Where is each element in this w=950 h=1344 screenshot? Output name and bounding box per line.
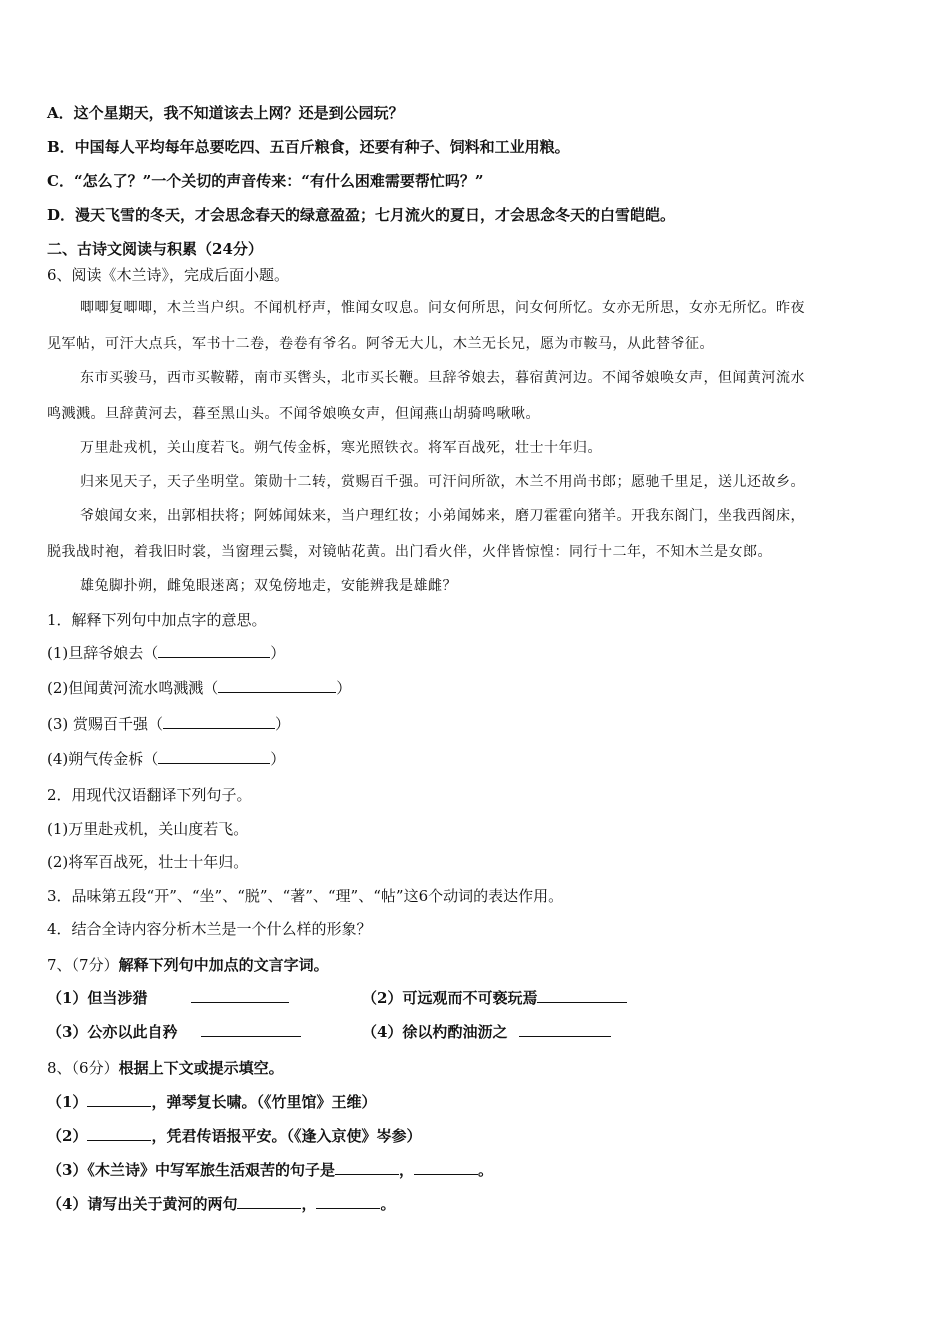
item-label: （1） bbox=[47, 1093, 88, 1111]
item-label: （2） bbox=[47, 1127, 88, 1145]
poem-line-9: 雄兔脚扑朔，雌兔眼迷离；双兔傍地走，安能辨我是雄雌？ bbox=[80, 578, 457, 594]
answer-blank[interactable] bbox=[335, 1160, 399, 1175]
comma: ， bbox=[398, 1161, 414, 1179]
close-paren: ） bbox=[275, 715, 291, 733]
q8-item-3 bbox=[47, 1160, 493, 1180]
option-b: B．中国每人平均每年总要吃四、五百斤粮食，还要有种子、饲料和工业用粮。 bbox=[47, 138, 570, 156]
answer-blank[interactable] bbox=[537, 988, 627, 1003]
q6-sub1: 1．解释下列句中加点字的意思。 bbox=[47, 611, 267, 629]
q7-item-4-row bbox=[362, 1022, 611, 1042]
answer-blank[interactable] bbox=[158, 643, 270, 658]
option-a: A．这个星期天，我不知道该去上网？还是到公园玩？ bbox=[47, 104, 404, 122]
poem-line-1: 唧唧复唧唧，木兰当户织。不闻机杼声，惟闻女叹息。问女何所思，问女何所忆。女亦无所思，女亦无所忆。昨夜 bbox=[80, 300, 805, 316]
q7-heading bbox=[47, 955, 329, 975]
answer-blank[interactable] bbox=[519, 1022, 611, 1037]
answer-blank[interactable] bbox=[237, 1194, 301, 1209]
q8-item-4 bbox=[47, 1194, 395, 1214]
section-2-title: 二、古诗文阅读与积累（24分） bbox=[47, 240, 263, 258]
q7-item-3: （3）公亦以此自矜 bbox=[47, 1023, 178, 1041]
option-c: C．“怎么了？”一个关切的声音传来：“有什么困难需要帮忙吗？” bbox=[47, 172, 484, 190]
poem-line-2: 见军帖，可汗大点兵，军书十二卷，卷卷有爷名。阿爷无大儿，木兰无长兄，愿为市鞍马，从此替爷征。 bbox=[47, 336, 714, 352]
poem-line-6: 归来见天子，天子坐明堂。策勋十二转，赏赐百千强。可汗问所欲，木兰不用尚书郎；愿驰千里足，送儿还故乡。 bbox=[80, 474, 805, 490]
q6-sub1-item bbox=[47, 749, 285, 769]
answer-blank[interactable] bbox=[316, 1194, 380, 1209]
answer-blank[interactable] bbox=[87, 1092, 151, 1107]
q7-title: 解释下列句中加点的文言字词。 bbox=[118, 956, 329, 974]
q8-heading bbox=[47, 1058, 284, 1078]
option-d: D．漫天飞雪的冬天，才会思念春天的绿意盈盈；七月流火的夏日，才会思念冬天的白雪皑皑。 bbox=[47, 206, 676, 224]
close-paren: ） bbox=[270, 644, 286, 662]
answer-blank[interactable] bbox=[87, 1126, 151, 1141]
item-text: ，弹琴复长啸。（《竹里馆》王维） bbox=[151, 1093, 377, 1111]
answer-blank[interactable] bbox=[163, 714, 275, 729]
item-label: (4)朔气传金柝（ bbox=[47, 750, 159, 768]
q7-item-2-row bbox=[362, 988, 627, 1008]
q6-sub4: 4．结合全诗内容分析木兰是一个什么样的形象？ bbox=[47, 920, 372, 938]
poem-line-4: 鸣溅溅。旦辞黄河去，暮至黑山头。不闻爷娘唤女声，但闻燕山胡骑鸣啾啾。 bbox=[47, 406, 540, 422]
answer-blank[interactable] bbox=[414, 1160, 478, 1175]
q8-number: 8、（6分） bbox=[47, 1059, 119, 1077]
q7-item-1: （1）但当涉猎 bbox=[47, 989, 148, 1007]
item-label: (2)但闻黄河流水鸣溅溅（ bbox=[47, 679, 219, 697]
item-label: (1)旦辞爷娘去（ bbox=[47, 644, 159, 662]
close-paren: ） bbox=[336, 679, 352, 697]
poem-line-3: 东市买骏马，西市买鞍鞯，南市买辔头，北市买长鞭。旦辞爷娘去，暮宿黄河边。不闻爷娘唤女声，但闻黄河流水 bbox=[80, 370, 805, 386]
poem-line-5: 万里赴戎机，关山度若飞。朔气传金柝，寒光照铁衣。将军百战死，壮士十年归。 bbox=[80, 440, 602, 456]
item-label: （4）请写出关于黄河的两句 bbox=[47, 1195, 238, 1213]
q6-sub1-item bbox=[47, 643, 285, 663]
comma: ， bbox=[301, 1195, 317, 1213]
poem-line-7: 爷娘闻女来，出郭相扶将；阿姊闻妹来，当户理红妆；小弟闻姊来，磨刀霍霍向猪羊。开我东阁门，坐我西阁床， bbox=[80, 508, 805, 524]
period: 。 bbox=[380, 1195, 396, 1213]
q6-sub2-item: (2)将军百战死，壮士十年归。 bbox=[47, 853, 249, 871]
item-text: ，凭君传语报平安。（《逢入京使》岑参） bbox=[151, 1127, 422, 1145]
q7-item-4: （4）徐以杓酌油沥之 bbox=[362, 1023, 508, 1041]
q6-sub2: 2．用现代汉语翻译下列句子。 bbox=[47, 786, 252, 804]
q7-number: 7、（7分） bbox=[47, 956, 119, 974]
answer-blank[interactable] bbox=[158, 749, 270, 764]
poem-line-8: 脱我战时袍，着我旧时裳，当窗理云鬓，对镜帖花黄。出门看火伴，火伴皆惊惶：同行十二年，不知木兰是女郎。 bbox=[47, 544, 772, 560]
item-label: (3) 赏赐百千强（ bbox=[47, 715, 164, 733]
q7-item-2: （2）可远观而不可亵玩焉 bbox=[362, 989, 538, 1007]
close-paren: ） bbox=[270, 750, 286, 768]
q6-sub1-item bbox=[47, 714, 290, 734]
item-label: （3）《木兰诗》中写军旅生活艰苦的句子是 bbox=[47, 1161, 335, 1179]
answer-blank[interactable] bbox=[218, 678, 336, 693]
q6-sub1-item bbox=[47, 678, 351, 698]
q8-item-1 bbox=[47, 1092, 376, 1112]
q6-sub3: 3．品味第五段“开”、“坐”、“脱”、“著”、“理”、“帖”这6个动词的表达作用。 bbox=[47, 887, 564, 905]
period: 。 bbox=[477, 1161, 493, 1179]
q7-row-2 bbox=[47, 1022, 301, 1042]
q8-title: 根据上下文或提示填空。 bbox=[118, 1059, 284, 1077]
q6-sub2-item: (1)万里赴戎机，关山度若飞。 bbox=[47, 820, 249, 838]
answer-blank[interactable] bbox=[201, 1022, 301, 1037]
answer-blank[interactable] bbox=[191, 988, 289, 1003]
q7-row-1 bbox=[47, 988, 289, 1008]
q8-item-2 bbox=[47, 1126, 421, 1146]
q6-intro: 6、阅读《木兰诗》，完成后面小题。 bbox=[47, 266, 290, 284]
